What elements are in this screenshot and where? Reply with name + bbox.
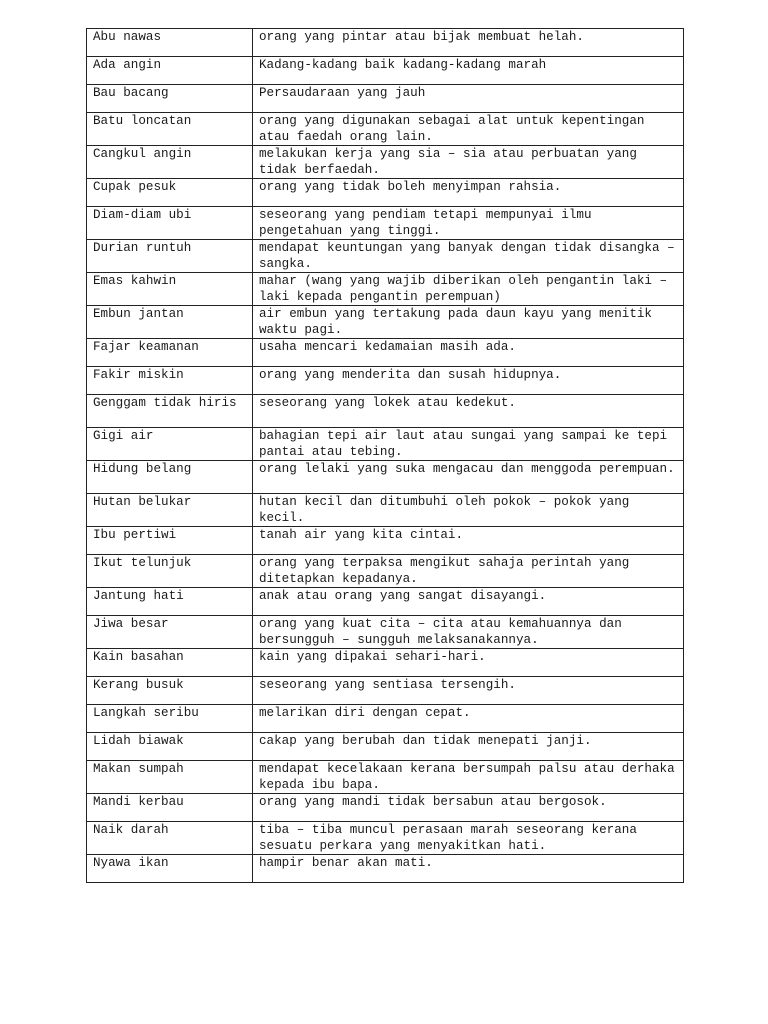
idiom-term-cell: Makan sumpah [87,761,253,794]
table-row [87,677,684,705]
idiom-meaning-cell: orang yang kuat cita – cita atau kemahuannya dan bersungguh – sungguh melaksanakannya. [253,616,684,649]
idiom-meaning-cell: orang yang terpaksa mengikut sahaja perintah yang ditetapkan kepadanya. [253,555,684,588]
idiom-term-cell: Langkah seribu [87,705,253,733]
table-row [87,527,684,555]
idiom-meaning-cell: orang yang digunakan sebagai alat untuk kepentingan atau faedah orang lain. [253,113,684,146]
idiom-table [86,28,684,883]
idiom-term-cell: Lidah biawak [87,733,253,761]
idiom-meaning-cell: orang yang pintar atau bijak membuat helah. [253,29,684,57]
idiom-term-cell: Bau bacang [87,85,253,113]
idiom-term-cell: Kain basahan [87,649,253,677]
idiom-meaning-cell: usaha mencari kedamaian masih ada. [253,339,684,367]
idiom-meaning-cell: orang yang mandi tidak bersabun atau bergosok. [253,794,684,822]
table-row [87,240,684,273]
table-row [87,339,684,367]
table-row [87,29,684,57]
idiom-meaning-cell: orang yang menderita dan susah hidupnya. [253,367,684,395]
idiom-meaning-cell: mahar (wang yang wajib diberikan oleh pengantin laki – laki kepada pengantin perempuan) [253,273,684,306]
idiom-term-cell: Fakir miskin [87,367,253,395]
idiom-meaning-cell: kain yang dipakai sehari-hari. [253,649,684,677]
idiom-term-cell: Jantung hati [87,588,253,616]
table-row [87,428,684,461]
idiom-meaning-cell: Persaudaraan yang jauh [253,85,684,113]
table-row [87,179,684,207]
table-row [87,822,684,855]
table-row [87,461,684,494]
idiom-term-cell: Embun jantan [87,306,253,339]
idiom-meaning-cell: bahagian tepi air laut atau sungai yang sampai ke tepi pantai atau tebing. [253,428,684,461]
idiom-term-cell: Ada angin [87,57,253,85]
table-row [87,588,684,616]
idiom-term-cell: Cupak pesuk [87,179,253,207]
idiom-meaning-cell: air embun yang tertakung pada daun kayu yang menitik waktu pagi. [253,306,684,339]
table-row [87,146,684,179]
idiom-meaning-cell: anak atau orang yang sangat disayangi. [253,588,684,616]
table-row [87,85,684,113]
table-row [87,616,684,649]
idiom-term-cell: Fajar keamanan [87,339,253,367]
idiom-meaning-cell: melakukan kerja yang sia – sia atau perbuatan yang tidak berfaedah. [253,146,684,179]
idiom-term-cell: Hutan belukar [87,494,253,527]
idiom-meaning-cell: seseorang yang sentiasa tersengih. [253,677,684,705]
idiom-meaning-cell: mendapat kecelakaan kerana bersumpah palsu atau derhaka kepada ibu bapa. [253,761,684,794]
table-row [87,57,684,85]
table-row [87,794,684,822]
idiom-meaning-cell: orang lelaki yang suka mengacau dan menggoda perempuan. [253,461,684,494]
document-page [86,28,683,883]
table-row [87,555,684,588]
idiom-meaning-cell: hampir benar akan mati. [253,855,684,883]
idiom-term-cell: Emas kahwin [87,273,253,306]
idiom-meaning-cell: orang yang tidak boleh menyimpan rahsia. [253,179,684,207]
table-row [87,306,684,339]
idiom-meaning-cell: seseorang yang lokek atau kedekut. [253,395,684,428]
idiom-term-cell: Cangkul angin [87,146,253,179]
table-row [87,113,684,146]
idiom-table-body [87,29,684,883]
idiom-meaning-cell: tiba – tiba muncul perasaan marah seseorang kerana sesuatu perkara yang menyakitkan hati. [253,822,684,855]
idiom-meaning-cell: mendapat keuntungan yang banyak dengan tidak disangka – sangka. [253,240,684,273]
idiom-term-cell: Kerang busuk [87,677,253,705]
idiom-term-cell: Ikut telunjuk [87,555,253,588]
table-row [87,273,684,306]
idiom-term-cell: Genggam tidak hiris [87,395,253,428]
table-row [87,367,684,395]
idiom-term-cell: Mandi kerbau [87,794,253,822]
idiom-term-cell: Ibu pertiwi [87,527,253,555]
idiom-meaning-cell: Kadang-kadang baik kadang-kadang marah [253,57,684,85]
idiom-term-cell: Diam-diam ubi [87,207,253,240]
idiom-meaning-cell: cakap yang berubah dan tidak menepati janji. [253,733,684,761]
table-row [87,733,684,761]
table-row [87,207,684,240]
idiom-term-cell: Batu loncatan [87,113,253,146]
table-row [87,649,684,677]
idiom-term-cell: Abu nawas [87,29,253,57]
idiom-term-cell: Gigi air [87,428,253,461]
idiom-meaning-cell: hutan kecil dan ditumbuhi oleh pokok – pokok yang kecil. [253,494,684,527]
idiom-meaning-cell: seseorang yang pendiam tetapi mempunyai ilmu pengetahuan yang tinggi. [253,207,684,240]
idiom-meaning-cell: tanah air yang kita cintai. [253,527,684,555]
table-row [87,855,684,883]
table-row [87,761,684,794]
table-row [87,705,684,733]
table-row [87,494,684,527]
idiom-term-cell: Nyawa ikan [87,855,253,883]
idiom-term-cell: Naik darah [87,822,253,855]
table-row [87,395,684,428]
idiom-meaning-cell: melarikan diri dengan cepat. [253,705,684,733]
idiom-term-cell: Jiwa besar [87,616,253,649]
idiom-term-cell: Durian runtuh [87,240,253,273]
idiom-term-cell: Hidung belang [87,461,253,494]
